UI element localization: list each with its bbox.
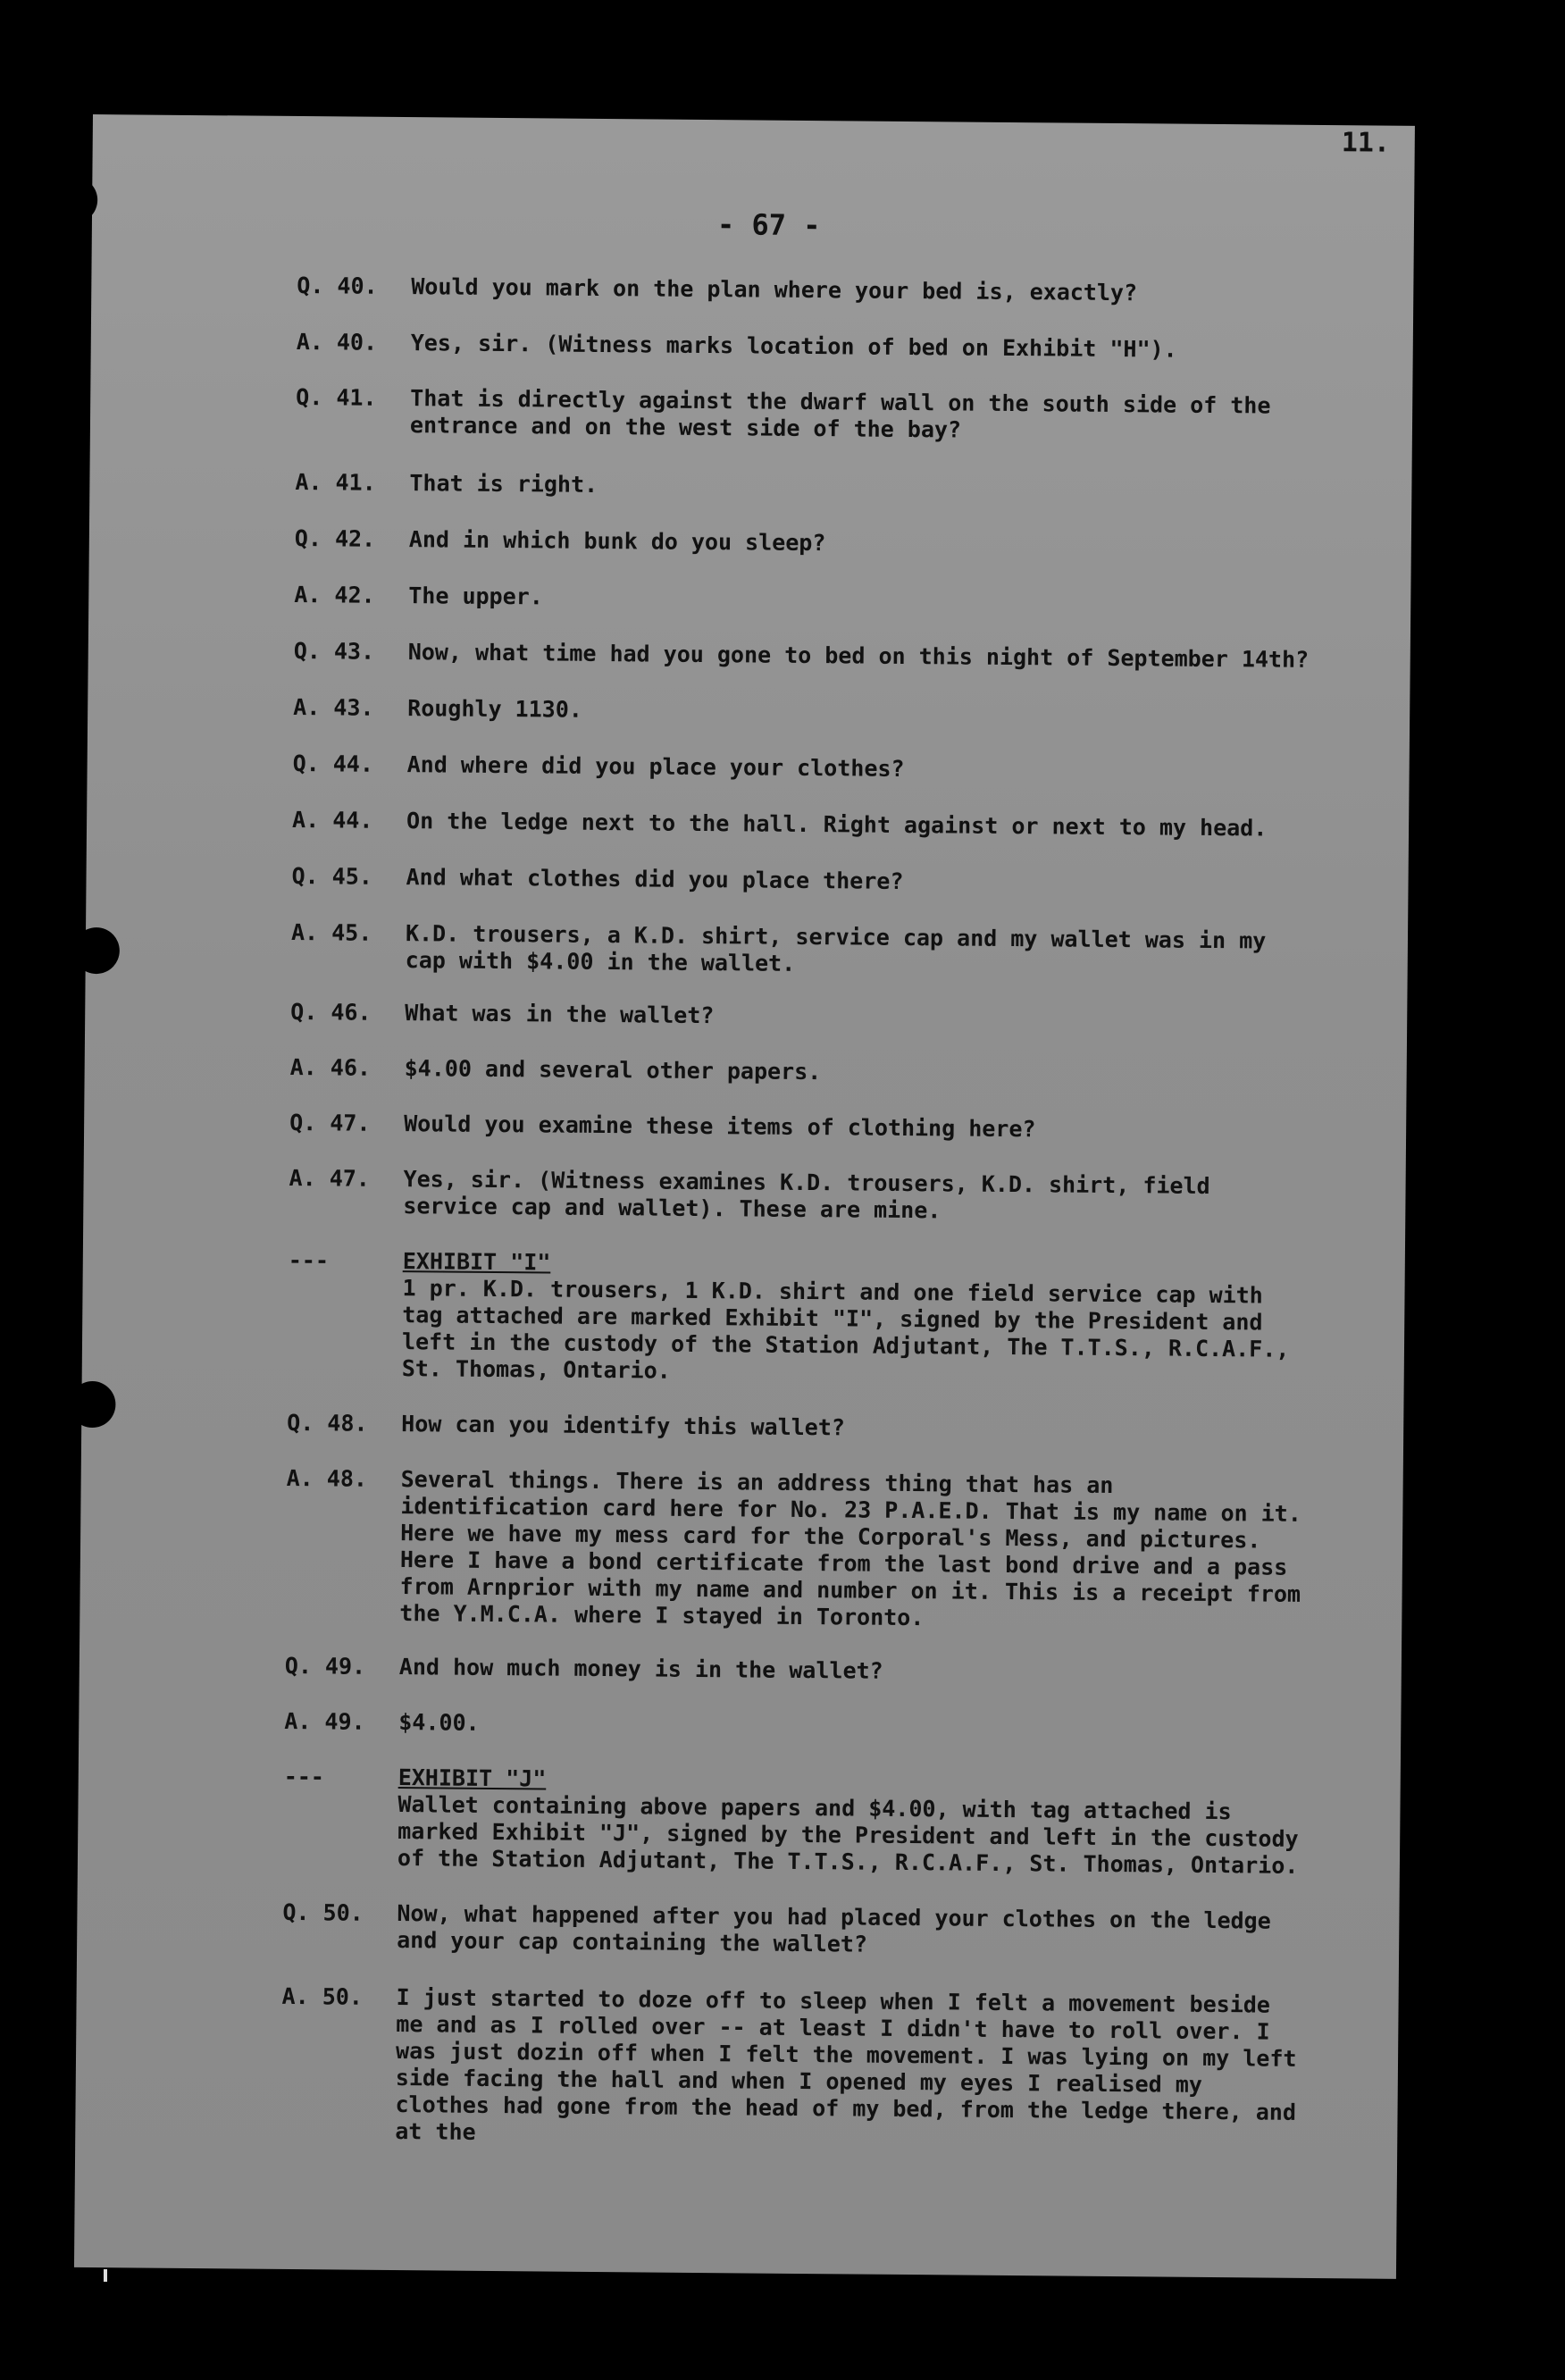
- question-49: [285, 1653, 1312, 1689]
- answer-45: [291, 919, 1318, 982]
- entry-label: A. 47.: [289, 1164, 371, 1192]
- entry-text: $4.00 and several other papers.: [404, 1055, 822, 1085]
- entry-label: Q. 48.: [287, 1409, 368, 1437]
- entry-label: A. 49.: [284, 1707, 365, 1735]
- answer-47: [289, 1165, 1316, 1228]
- entry-label: ---: [288, 1246, 330, 1274]
- entry-text: What was in the wallet?: [405, 1000, 715, 1029]
- entry-label: Q. 43.: [293, 637, 375, 665]
- entry-label: Q. 41.: [296, 383, 377, 411]
- exhibit-i: [288, 1247, 1316, 1390]
- entry-text: Would you examine these items of clothing here?: [404, 1110, 1036, 1143]
- exhibit-title: EXHIBIT "I": [402, 1248, 551, 1276]
- question-47: [289, 1110, 1317, 1145]
- corner-page-number: 11.: [1341, 127, 1391, 159]
- entry-text: And in which bunk do you sleep?: [408, 526, 826, 557]
- exhibit-description: Wallet containing above papers and $4.00, with tag attached is marked Exhibit "J", signed by the President and left in the custody of the Station Adjutant, The T.T.S., R.C.A.F., St. Thomas, Ontario.: [397, 1791, 1299, 1879]
- entry-label: Q. 46.: [290, 998, 372, 1026]
- question-50: [282, 1899, 1310, 1962]
- entry-label: Q. 40.: [297, 272, 378, 299]
- entry-label: A. 42.: [294, 581, 375, 608]
- entry-label: A. 43.: [293, 693, 374, 721]
- answer-46: [290, 1054, 1318, 1090]
- question-42: [295, 525, 1322, 561]
- punch-hole: [73, 927, 120, 974]
- entry-label: A. 46.: [289, 1053, 372, 1081]
- entry-label: A. 41.: [295, 468, 376, 496]
- question-43: [294, 638, 1321, 674]
- entry-text: K.D. trousers, a K.D. shirt, service cap and my wallet was in my cap with $4.00 in the wallet.: [405, 920, 1267, 976]
- exhibit-j: [283, 1764, 1311, 1880]
- exhibit-description: 1 pr. K.D. trousers, 1 K.D. shirt and one field service cap with tag attached are marked Exhibit "I", signed by the President and left in the custody of the Station Adjutant, The T.T.S., R.C.A.F., St. Thomas, Ontario.: [401, 1275, 1290, 1384]
- question-44: [293, 750, 1320, 786]
- entry-text: The upper.: [408, 582, 543, 610]
- entry-label: Q. 44.: [292, 750, 374, 777]
- entry-text: Would you mark on the plan where your bed is, exactly?: [411, 273, 1138, 306]
- page-number: - 67 -: [716, 207, 821, 243]
- entry-label: Q. 45.: [291, 862, 373, 890]
- answer-43: [293, 694, 1320, 730]
- entry-label: A. 48.: [286, 1464, 368, 1492]
- entry-label: A. 40.: [296, 328, 378, 356]
- exhibit-title: EXHIBIT "J": [398, 1764, 547, 1792]
- scan-mark: [104, 2269, 107, 2282]
- answer-48: [285, 1465, 1314, 1635]
- entry-label: ---: [283, 1763, 325, 1790]
- answer-50: [280, 1983, 1310, 2153]
- entry-text: Yes, sir. (Witness marks location of bed on Exhibit "H").: [410, 330, 1177, 363]
- punch-hole: [51, 177, 97, 223]
- answer-44: [292, 807, 1319, 842]
- answer-41: [295, 469, 1322, 505]
- entry-label: A. 45.: [290, 918, 372, 946]
- answer-49: [284, 1708, 1311, 1744]
- question-40: [297, 272, 1324, 308]
- entry-text: [402, 1248, 1316, 1390]
- entry-text: I just started to doze off to sleep when I felt a movement beside me and as I rolled over -- at least I didn't have to roll over. I was just dozin off when I felt the movement. I was lying on my left side facing the hall and when I opened my eyes I realised my clothes had gone from the head of my bed, from the ledge there, and at the: [395, 1984, 1297, 2145]
- punch-hole: [69, 1381, 115, 1428]
- entry-text: $4.00.: [398, 1709, 480, 1736]
- entry-label: Q. 47.: [289, 1109, 371, 1136]
- entry-label: Q. 42.: [294, 524, 376, 552]
- question-46: [290, 999, 1318, 1035]
- entry-text: Now, what happened after you had placed your clothes on the ledge and your cap containing the wallet?: [397, 1900, 1271, 1957]
- entry-label: Q. 49.: [284, 1652, 366, 1680]
- entry-text: Now, what time had you gone to bed on this night of September 14th?: [407, 639, 1310, 673]
- question-48: [287, 1410, 1314, 1446]
- entry-text: Roughly 1130.: [407, 695, 583, 723]
- question-41: [296, 384, 1323, 447]
- document-page: [74, 114, 1415, 2279]
- entry-text: How can you identify this wallet?: [401, 1411, 846, 1441]
- entry-label: Q. 50.: [282, 1898, 364, 1926]
- entry-text: That is right.: [409, 470, 598, 498]
- entry-label: A. 44.: [291, 806, 373, 834]
- entry-text: And where did you place your clothes?: [406, 751, 905, 782]
- entry-label: A. 50.: [281, 1982, 364, 2010]
- entry-text: Several things. There is an address thing that has an identification card here for No. 23 P.A.E.D. That is my name on it. Here we have my mess card for the Corporal's Mess, and pictures. Here I have a bond certificate from the last bond drive and a pass from Arnprior with my name and number on it. This is a receipt from the Y.M.C.A. where I stayed in Toronto.: [399, 1466, 1301, 1631]
- entry-text: Yes, sir. (Witness examines K.D. trousers, K.D. shirt, field service cap and wallet). These are mine.: [403, 1166, 1210, 1224]
- answer-40: [297, 329, 1324, 365]
- entry-text: And how much money is in the wallet?: [398, 1654, 883, 1684]
- entry-text: [398, 1764, 1311, 1880]
- question-45: [291, 863, 1318, 899]
- entry-text: On the ledge next to the hall. Right against or next to my head.: [406, 808, 1268, 842]
- entry-text: That is directly against the dwarf wall on the south side of the entrance and on the west side of the bay?: [409, 385, 1271, 443]
- answer-42: [294, 582, 1321, 617]
- entry-text: And what clothes did you place there?: [406, 864, 904, 894]
